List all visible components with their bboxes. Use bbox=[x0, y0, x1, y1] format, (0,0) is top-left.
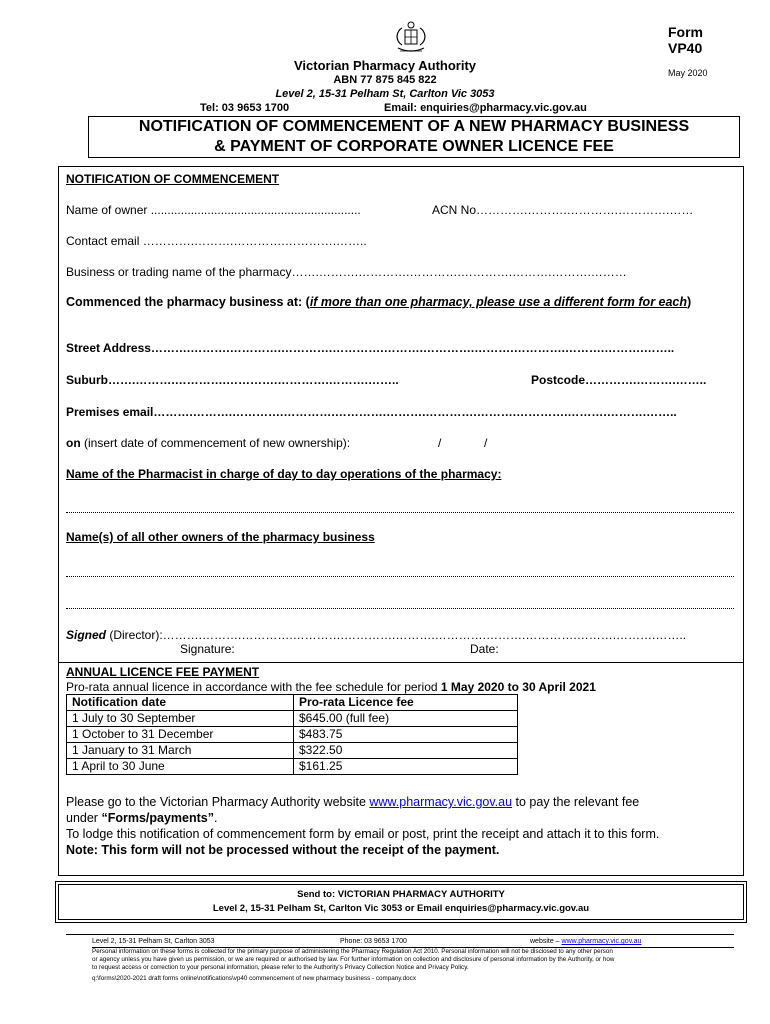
signature-label: Signature: bbox=[180, 642, 235, 656]
form-date: May 2020 bbox=[668, 68, 708, 78]
table-cell: 1 October to 31 December bbox=[67, 727, 294, 743]
footer-divider bbox=[66, 934, 734, 935]
table-row bbox=[67, 743, 518, 759]
pharmacist-heading: Name of the Pharmacist in charge of day to day operations of the pharmacy: bbox=[66, 467, 502, 481]
authority-tel: Tel: 03 9653 1700 bbox=[200, 102, 290, 114]
form-title: NOTIFICATION OF COMMENCEMENT OF A NEW PHARMACY BUSINESS & PAYMENT OF CORPORATE OWNER LICENCE FEE bbox=[88, 116, 740, 158]
table-cell: 1 April to 30 June bbox=[67, 759, 294, 775]
file-path: q:\forms\2020-2021 draft forms online\notifications\vp40 commencement of new pharmacy business - company.docx bbox=[92, 975, 416, 982]
table-cell: $161.25 bbox=[294, 759, 518, 775]
authority-name: Victorian Pharmacy Authority bbox=[293, 58, 477, 73]
table-header: Notification date bbox=[67, 695, 294, 711]
table-cell: 1 July to 30 September bbox=[67, 711, 294, 727]
table-row bbox=[67, 711, 518, 727]
commencement-date-label: on (insert date of commencement of new ownership): bbox=[66, 436, 351, 450]
payment-instructions: Please go to the Victorian Pharmacy Authority website www.pharmacy.vic.gov.au to pay the relevant fee under “Forms/payments”. To lodge this notification of commencement form by email or post, print the receipt and attach it to this form. Note: This form will not be processed without the receipt of the payment. bbox=[66, 794, 736, 858]
footer-website: website – www.pharmacy.vic.gov.au bbox=[530, 938, 642, 945]
payment-note: Note: This form will not be processed without the receipt of the payment. bbox=[66, 843, 500, 857]
table-row bbox=[67, 727, 518, 743]
footer-address: Level 2, 15-31 Pelham St, Carlton 3053 bbox=[92, 938, 215, 945]
date-label: Date: bbox=[470, 642, 499, 656]
contact-email-field[interactable]: Contact email ………….……….………….………….…….. bbox=[66, 234, 367, 248]
website-link[interactable]: www.pharmacy.vic.gov.au bbox=[369, 795, 513, 809]
fee-table bbox=[66, 694, 518, 775]
fee-heading: ANNUAL LICENCE FEE PAYMENT bbox=[66, 665, 260, 679]
business-name-field[interactable]: Business or trading name of the pharmacy…….……….………….………….………….……….……….……… bbox=[66, 265, 627, 279]
suburb-field[interactable]: Suburb…….……….………….………….………….……….…….. bbox=[66, 373, 399, 387]
lodge-instructions: To lodge this notification of commencement form by email or post, print the receipt and attach it to this form. bbox=[66, 827, 660, 841]
fee-intro: Pro-rata annual licence in accordance with the fee schedule for period 1 May 2020 to 30 April 2021 bbox=[66, 680, 596, 694]
authority-abn: ABN 77 875 845 822 bbox=[333, 74, 437, 86]
footer-phone: Phone: 03 9653 1700 bbox=[340, 938, 407, 945]
date-slash-2: / bbox=[484, 436, 488, 450]
owners-heading: Name(s) of all other owners of the pharmacy business bbox=[66, 530, 375, 544]
owner-name-field[interactable]: Name of owner ............................................................... bbox=[66, 203, 361, 217]
table-header-row bbox=[67, 695, 518, 711]
table-header: Pro-rata Licence fee bbox=[294, 695, 518, 711]
owners-line-2[interactable] bbox=[66, 608, 734, 609]
pharmacist-name-line[interactable] bbox=[66, 512, 734, 513]
table-cell: $322.50 bbox=[294, 743, 518, 759]
notification-heading: NOTIFICATION OF COMMENCEMENT bbox=[66, 172, 280, 186]
signed-field[interactable]: Signed (Director):……….……….………….………….………….……….………….……….………….……….……….…….. bbox=[66, 628, 687, 642]
table-row bbox=[67, 759, 518, 775]
privacy-notice: Personal information on these forms is collected for the primary purpose of administering the Pharmacy Regulation Act 2010. Personal information will not be disclosed to any other person or agency unless you have given us permission, or we are required or authorised by law. For further information on collection and disclosure of personal information by the Authority, or how to request access or correction to your personal information, please refer to the Authority's Privacy Collection Notice and Privacy Policy. bbox=[92, 948, 615, 971]
authority-email: Email: enquiries@pharmacy.vic.gov.au bbox=[384, 102, 587, 114]
send-to-box: Send to: VICTORIAN PHARMACY AUTHORITY Level 2, 15-31 Pelham St, Carlton Vic 3053 or Email enquiries@pharmacy.vic.gov.au bbox=[58, 884, 744, 920]
footer-website-link[interactable]: www.pharmacy.vic.gov.au bbox=[561, 938, 642, 945]
commenced-label: Commenced the pharmacy business at: (if more than one pharmacy, please use a different form for each) bbox=[66, 295, 692, 309]
owners-line-1[interactable] bbox=[66, 576, 734, 577]
authority-address: Level 2, 15-31 Pelham St, Carlton Vic 3053 bbox=[275, 88, 495, 100]
table-cell: $645.00 (full fee) bbox=[294, 711, 518, 727]
form-code: Form VP40 bbox=[668, 24, 703, 56]
table-cell: 1 January to 31 March bbox=[67, 743, 294, 759]
coat-of-arms-icon bbox=[388, 18, 434, 58]
premises-email-field[interactable]: Premises email……….……….………….………….………….……….………….……….………….……….……….…….. bbox=[66, 405, 677, 419]
postcode-field[interactable]: Postcode………….……….…….. bbox=[531, 373, 707, 387]
table-cell: $483.75 bbox=[294, 727, 518, 743]
acn-field[interactable]: ACN No………….……….………….………….…… bbox=[432, 203, 694, 217]
date-slash-1: / bbox=[438, 436, 442, 450]
street-address-field[interactable]: Street Address……….……….………….………….………….……….………….……….………….……….……….…….. bbox=[66, 341, 675, 355]
